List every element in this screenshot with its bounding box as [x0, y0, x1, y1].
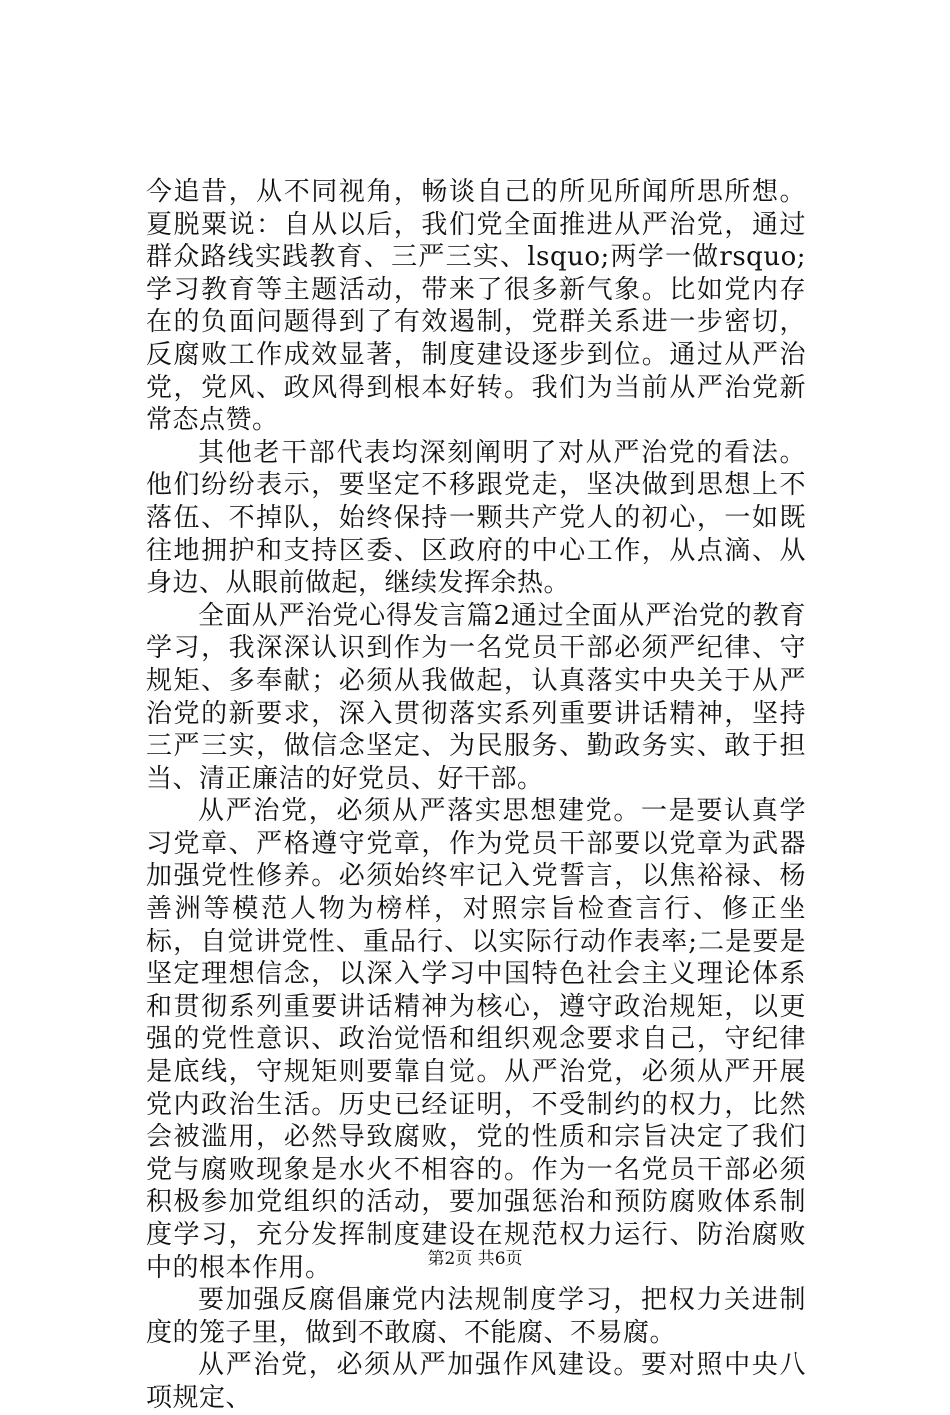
paragraph-6: 从严治党，必须从严加强作风建设。要对照中央八项规定、 [146, 1350, 806, 1413]
paragraph-1: 今追昔，从不同视角，畅谈自己的所见所闻所思所想。夏脱粟说：自从以后，我们党全面推进从严治党，通过群众路线实践教育、三严三实、lsquo;两学一做rsquo;学习教育等主题活动，带来了很多新气象。比如党内存在的负面问题得到了有效遏制，党群关系进一步密切，反腐败工作成效显著，制度建设逐步到位。通过从严治党，党风、政风得到根本好转。我们为当前从严治党新常态点赞。 [146, 177, 806, 436]
paragraph-3: 全面从严治党心得发言篇2通过全面从严治党的教育学习，我深深认识到作为一名党员干部必须严纪律、守规矩、多奉献；必须从我做起，认真落实中央关于从严治党的新要求，深入贯彻落实系列重要讲话精神，坚持三严三实，做信念坚定、为民服务、勤政务实、敢于担当、清正廉洁的好党员、好干部。 [146, 600, 806, 794]
document-body [146, 176, 806, 1415]
paragraph-4: 从严治党，必须从严落实思想建党。一是要认真学习党章、严格遵守党章，作为党员干部要以党章为武器加强党性修养。必须始终牢记入党誓言，以焦裕禄、杨善洲等模范人物为榜样，对照宗旨检查言行、修正坐标，自觉讲党性、重品行、以实际行动作表率;二是要是坚定理想信念，以深入学习中国特色社会主义理论体系和贯彻系列重要讲话精神为核心，遵守政治规矩，以更强的党性意识、政治觉悟和组织观念要求自己，守纪律是底线，守规矩则要靠自觉。从严治党，必须从严开展党内政治生活。历史已经证明，不受制约的权力，比然会被滥用，必然导致腐败，党的性质和宗旨决定了我们党与腐败现象是水火不相容的。作为一名党员干部必须积极参加党组织的活动，要加强惩治和预防腐败体系制度学习，充分发挥制度建设在规范权力运行、防治腐败中的根本作用。 [146, 796, 806, 1283]
page-footer: 第2页 共6页 [427, 1249, 523, 1269]
paragraph-2: 其他老干部代表均深刻阐明了对从严治党的看法。他们纷纷表示，要坚定不移跟党走，坚决做到思想上不落伍、不掉队，始终保持一颗共产党人的初心，一如既往地拥护和支持区委、区政府的中心工作，从点滴、从身边、从眼前做起，继续发挥余热。 [146, 437, 806, 599]
paragraph-5: 要加强反腐倡廉党内法规制度学习，把权力关进制度的笼子里，做到不敢腐、不能腐、不易腐。 [146, 1285, 806, 1348]
